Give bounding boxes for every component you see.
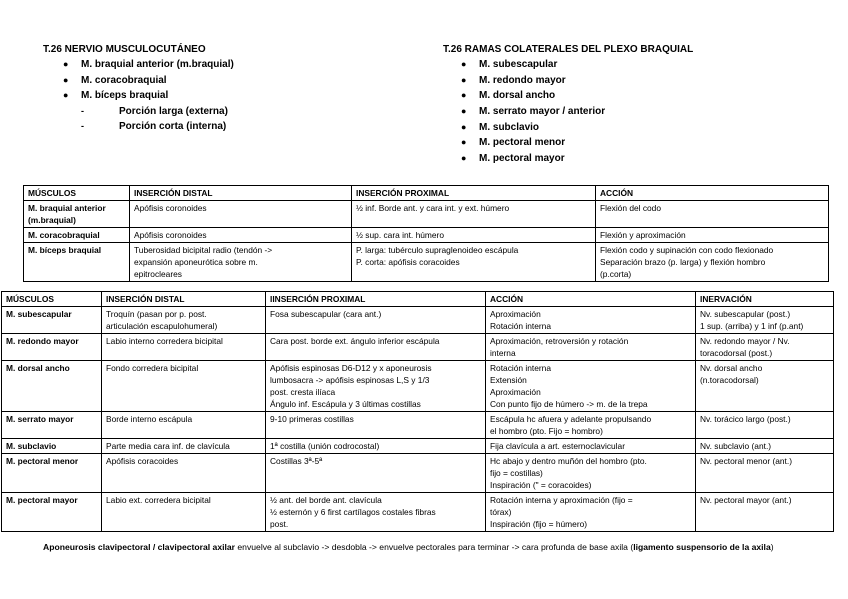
muscle-cell: M. bíceps braquial [24,243,130,282]
action-cell: Fija clavícula a art. esternoclavicular [486,439,696,454]
table-row [24,243,829,282]
table-row [2,439,834,454]
footer-text: envuelve al subclavio -> desdobla -> envuelve pectorales para terminar -> cara profunda de base axila ( [235,542,634,552]
table-row [24,228,829,243]
proximal-cell: Fosa subescapular (cara ant.) [266,307,486,334]
action-cell: Hc abajo y dentro muñón del hombro (pto. fijo = costillas) Inspiración (" = coracoides) [486,454,696,493]
proximal-cell: Apófisis espinosas D6-D12 y x aponeurosis lumbosacra -> apófisis espinosas L,S y 1/3 post. cresta ilíaca Ángulo inf. Escápula y 3 últimas costillas [266,361,486,412]
action-cell: Flexión del codo [596,201,829,228]
muscle-cell: M. dorsal ancho [2,361,102,412]
distal-cell: Apófisis coronoides [130,201,352,228]
nerve-cell: Nv. torácico largo (post.) [696,412,834,439]
distal-cell: Apófisis coracoides [102,454,266,493]
action-cell: Flexión codo y supinación con codo flexionado Separación brazo (p. larga) y flexión hombro (p.corta) [596,243,829,282]
table-row [24,201,829,228]
distal-cell: Labio interno corredera bicipital [102,334,266,361]
distal-cell: Parte media cara inf. de clavícula [102,439,266,454]
nerve-cell: Nv. dorsal ancho (n.toracodorsal) [696,361,834,412]
nerve-cell: Nv. pectoral menor (ant.) [696,454,834,493]
section-title: T.26 RAMAS COLATERALES DEL PLEXO BRAQUIAL [443,44,694,55]
proximal-cell: Cara post. borde ext. ángulo inferior escápula [266,334,486,361]
distal-cell: Labio ext. corredera bicipital [102,493,266,532]
proximal-cell: 9-10 primeras costillas [266,412,486,439]
muscle-cell: M. subclavio [2,439,102,454]
dash-icon: - [81,121,84,132]
bullet-icon: ● [63,74,69,85]
list-item: ● M. braquial anterior (m.braquial) [81,57,234,73]
muscle-cell: M. pectoral menor [2,454,102,493]
footer-close: ) [770,542,774,552]
footer-bold-term-end: ligamento suspensorio de la axila [633,542,771,552]
proximal-cell: ½ inf. Borde ant. y cara int. y ext. húmero [352,201,596,228]
bullet-icon: ● [461,137,467,148]
action-cell: Escápula hc afuera y adelante propulsando el hombro (pto. Fijo = hombro) [486,412,696,439]
muscle-list [43,57,234,134]
list-item: ● M. pectoral mayor [479,151,693,167]
brachial-plexus-section [443,42,693,167]
proximal-cell: P. larga: tubérculo supraglenoideo escápula P. corta: apófisis coracoides [352,243,596,282]
col-header: IINSERCIÓN PROXIMAL [266,292,486,307]
bullet-icon: ● [461,153,467,164]
sub-list-item: - Porción larga (externa) [81,106,228,118]
list-item: ● M. subescapular [479,57,693,73]
distal-cell: Fondo corredera bicipital [102,361,266,412]
col-header: INSERCIÓN DISTAL [102,292,266,307]
footer-note [43,540,823,554]
muscle-cell: M. braquial anterior (m.braquial) [24,201,130,228]
muscle-cell: M. serrato mayor [2,412,102,439]
list-item: ● M. serrato mayor / anterior [479,104,693,120]
bullet-icon: ● [63,59,69,69]
action-cell: Rotación interna Extensión Aproximación Con punto fijo de húmero -> m. de la trepa [486,361,696,412]
table-header-row [24,186,829,201]
sub-list-item: - Porción corta (interna) [81,121,227,133]
bullet-icon: ● [461,74,467,85]
muscle-cell: M. redondo mayor [2,334,102,361]
muscle-cell: M. subescapular [2,307,102,334]
table-row [2,412,834,439]
col-header: INERVACIÓN [696,292,834,307]
collateral-branches-table [1,291,834,532]
distal-cell: Apófisis coronoides [130,228,352,243]
table-row [2,493,834,532]
section-title: T.26 NERVIO MUSCULOCUTÁNEO [43,44,206,55]
proximal-cell: Costillas 3ª-5ª [266,454,486,493]
nerve-cell: Nv. subclavio (ant.) [696,439,834,454]
list-item: ● M. redondo mayor [479,73,693,89]
proximal-cell: ½ ant. del borde ant. clavícula ½ esternón y 6 first cartílagos costales fibras post. [266,493,486,532]
table-row [2,307,834,334]
muscle-cell: M. coracobraquial [24,228,130,243]
distal-cell: Borde interno escápula [102,412,266,439]
col-header: ACCIÓN [486,292,696,307]
list-item: ● M. bíceps braquial [81,88,234,104]
bullet-icon: ● [63,90,69,101]
nerve-cell: Nv. redondo mayor / Nv. toracodorsal (post.) [696,334,834,361]
muscle-cell: M. pectoral mayor [2,493,102,532]
list-item: ● M. subclavio [479,120,693,136]
col-header: INSERCIÓN DISTAL [130,186,352,201]
bullet-icon: ● [461,59,467,69]
list-item: ● M. pectoral menor [479,135,693,151]
col-header: MÚSCULOS [2,292,102,307]
list-item: ● M. coracobraquial [81,73,234,89]
proximal-cell: ½ sup. cara int. húmero [352,228,596,243]
table-header-row [2,292,834,307]
bullet-icon: ● [461,90,467,101]
action-cell: Aproximación, retroversión y rotación interna [486,334,696,361]
table-row [2,454,834,493]
footer-bold-term: Aponeurosis clavipectoral / clavipectoral axilar [43,542,236,552]
list-item: ● M. dorsal ancho [479,88,693,104]
col-header: MÚSCULOS [24,186,130,201]
table-row [2,361,834,412]
action-cell: Flexión y aproximación [596,228,829,243]
col-header: ACCIÓN [596,186,829,201]
musculocutaneous-table [23,185,829,282]
bullet-icon: ● [461,106,467,117]
table-row [2,334,834,361]
muscle-list [443,57,693,167]
nerve-cell: Nv. subescapular (post.) 1 sup. (arriba) y 1 inf (p.ant) [696,307,834,334]
action-cell: Rotación interna y aproximación (fijo = tórax) Inspiración (fijo = húmero) [486,493,696,532]
bullet-icon: ● [461,121,467,132]
distal-cell: Troquín (pasan por p. post. articulación escapulohumeral) [102,307,266,334]
dash-icon: - [81,106,84,117]
musculocutaneous-section [43,42,234,134]
nerve-cell: Nv. pectoral mayor (ant.) [696,493,834,532]
distal-cell: Tuberosidad bicipital radio (tendón -> expansión aponeurótica sobre m. epitrocleares [130,243,352,282]
proximal-cell: 1ª costilla (unión codrocostal) [266,439,486,454]
col-header: INSERCIÓN PROXIMAL [352,186,596,201]
action-cell: Aproximación Rotación interna [486,307,696,334]
